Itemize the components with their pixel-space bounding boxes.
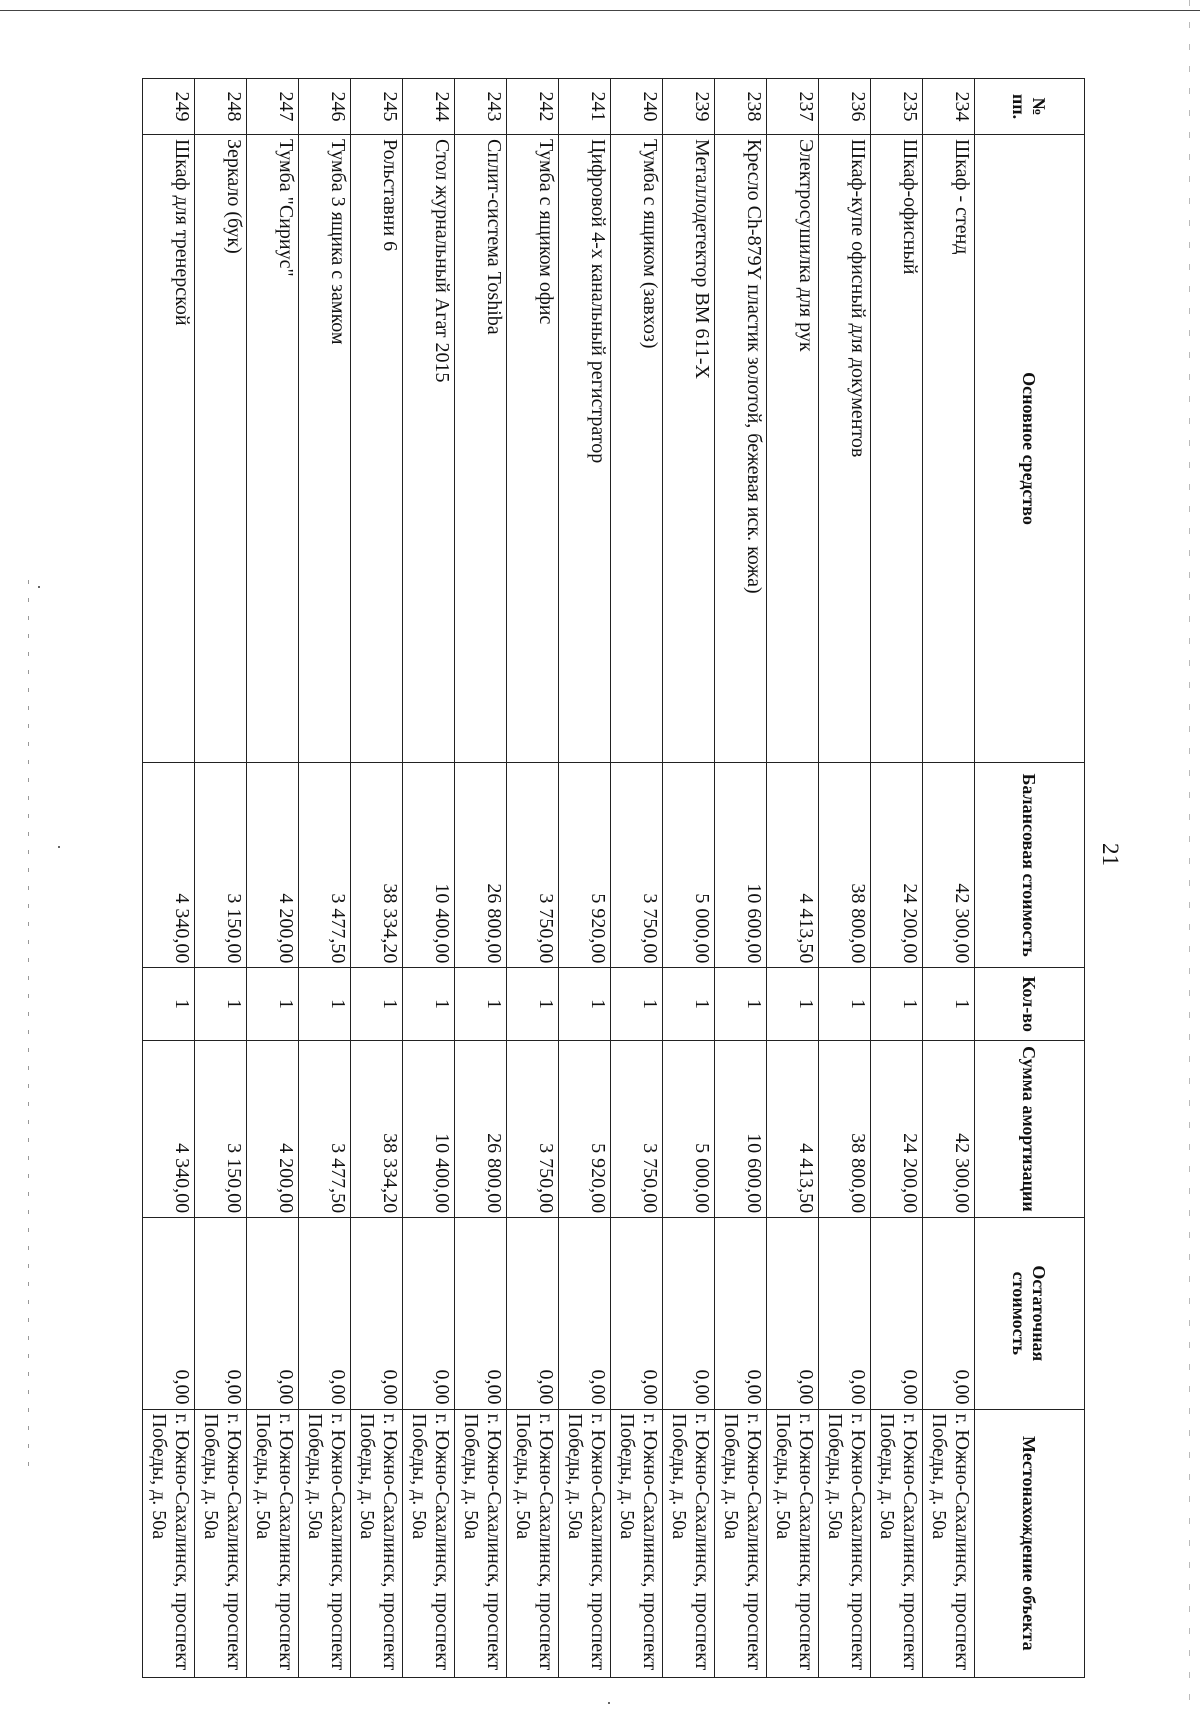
cell-residual-value: 0,00 [611, 1218, 663, 1409]
cell-quantity: 1 [715, 968, 767, 1040]
cell-quantity: 1 [819, 968, 871, 1040]
table-row [403, 79, 455, 1678]
cell-location: г. Южно-Сахалинск, проспект Победы, д. 50а [507, 1409, 559, 1677]
cell-asset-name: Цифровой 4-х канальный регистратор [559, 135, 611, 763]
cell-num: 236 [819, 79, 871, 135]
cell-location: г. Южно-Сахалинск, проспект Победы, д. 50а [923, 1409, 975, 1677]
cell-residual-value: 0,00 [143, 1218, 195, 1409]
cell-balance-value: 4 200,00 [247, 762, 299, 967]
cell-balance-value: 38 800,00 [819, 762, 871, 967]
cell-num: 247 [247, 79, 299, 135]
cell-quantity: 1 [403, 968, 455, 1040]
table-row [247, 79, 299, 1678]
cell-num: 244 [403, 79, 455, 135]
scan-right-edge-artifact [1189, 0, 1190, 1712]
header-residual-value: Остаточная стоимость [975, 1218, 1085, 1409]
cell-asset-name: Стол журнальный Агат 2015 [403, 135, 455, 763]
cell-balance-value: 4 340,00 [143, 762, 195, 967]
cell-asset-name: Рольставни 6 [351, 135, 403, 763]
table-row [299, 79, 351, 1678]
cell-quantity: 1 [247, 968, 299, 1040]
table-row [611, 79, 663, 1678]
table-row [195, 79, 247, 1678]
cell-num: 238 [715, 79, 767, 135]
cell-depreciation: 3 750,00 [507, 1040, 559, 1217]
cell-residual-value: 0,00 [195, 1218, 247, 1409]
cell-asset-name: Тумба с ящиком офис [507, 135, 559, 763]
cell-residual-value: 0,00 [351, 1218, 403, 1409]
table-body [143, 79, 975, 1678]
page-number: 21 [1098, 843, 1123, 866]
cell-quantity: 1 [351, 968, 403, 1040]
cell-residual-value: 0,00 [819, 1218, 871, 1409]
cell-residual-value: 0,00 [507, 1218, 559, 1409]
cell-quantity: 1 [299, 968, 351, 1040]
cell-location: г. Южно-Сахалинск, проспект Победы, д. 50а [715, 1409, 767, 1677]
cell-num: 249 [143, 79, 195, 135]
cell-depreciation: 3 477,50 [299, 1040, 351, 1217]
table-row [351, 79, 403, 1678]
cell-quantity: 1 [663, 968, 715, 1040]
cell-location: г. Южно-Сахалинск, проспект Победы, д. 50а [351, 1409, 403, 1677]
cell-balance-value: 42 300,00 [923, 762, 975, 967]
header-balance-value: Балансовая стоимость [975, 762, 1085, 967]
cell-location: г. Южно-Сахалинск, проспект Победы, д. 50а [299, 1409, 351, 1677]
cell-residual-value: 0,00 [767, 1218, 819, 1409]
cell-balance-value: 10 600,00 [715, 762, 767, 967]
table-row [455, 79, 507, 1678]
cell-quantity: 1 [507, 968, 559, 1040]
table-row [663, 79, 715, 1678]
cell-quantity: 1 [455, 968, 507, 1040]
cell-depreciation: 3 750,00 [611, 1040, 663, 1217]
header-quantity: Кол-во [975, 968, 1085, 1040]
cell-quantity: 1 [923, 968, 975, 1040]
cell-residual-value: 0,00 [403, 1218, 455, 1409]
cell-residual-value: 0,00 [871, 1218, 923, 1409]
cell-location: г. Южно-Сахалинск, проспект Победы, д. 50а [767, 1409, 819, 1677]
cell-num: 240 [611, 79, 663, 135]
cell-location: г. Южно-Сахалинск, проспект Победы, д. 50а [871, 1409, 923, 1677]
table-row [559, 79, 611, 1678]
cell-quantity: 1 [871, 968, 923, 1040]
cell-depreciation: 10 600,00 [715, 1040, 767, 1217]
cell-quantity: 1 [143, 968, 195, 1040]
cell-balance-value: 3 750,00 [507, 762, 559, 967]
cell-balance-value: 5 000,00 [663, 762, 715, 967]
scan-speck [608, 1702, 610, 1704]
cell-depreciation: 3 150,00 [195, 1040, 247, 1217]
cell-residual-value: 0,00 [559, 1218, 611, 1409]
table-row [923, 79, 975, 1678]
cell-asset-name: Шкаф-купе офисный для документов [819, 135, 871, 763]
rotated-page-content [0, 48, 1123, 1678]
cell-num: 243 [455, 79, 507, 135]
cell-location: г. Южно-Сахалинск, проспект Победы, д. 50а [663, 1409, 715, 1677]
cell-asset-name: Шкаф - стенд [923, 135, 975, 763]
cell-location: г. Южно-Сахалинск, проспект Победы, д. 50а [455, 1409, 507, 1677]
cell-balance-value: 4 413,50 [767, 762, 819, 967]
cell-balance-value: 3 150,00 [195, 762, 247, 967]
cell-balance-value: 38 334,20 [351, 762, 403, 967]
cell-asset-name: Сплит-система Toshiba [455, 135, 507, 763]
cell-asset-name: Зеркало (бук) [195, 135, 247, 763]
cell-location: г. Южно-Сахалинск, проспект Победы, д. 50а [403, 1409, 455, 1677]
cell-balance-value: 10 400,00 [403, 762, 455, 967]
cell-balance-value: 3 477,50 [299, 762, 351, 967]
cell-depreciation: 4 340,00 [143, 1040, 195, 1217]
table-header-row [975, 79, 1085, 1678]
header-depreciation: Сумма амортизации [975, 1040, 1085, 1217]
cell-asset-name: Шкаф для тренерской [143, 135, 195, 763]
cell-num: 235 [871, 79, 923, 135]
cell-balance-value: 24 200,00 [871, 762, 923, 967]
table-row [143, 79, 195, 1678]
cell-residual-value: 0,00 [455, 1218, 507, 1409]
scan-top-edge-line [0, 10, 1200, 11]
cell-depreciation: 26 800,00 [455, 1040, 507, 1217]
cell-asset-name: Тумба с ящиком (завхоз) [611, 135, 663, 763]
cell-balance-value: 3 750,00 [611, 762, 663, 967]
cell-depreciation: 38 334,20 [351, 1040, 403, 1217]
cell-num: 246 [299, 79, 351, 135]
table-row [871, 79, 923, 1678]
cell-depreciation: 38 800,00 [819, 1040, 871, 1217]
cell-location: г. Южно-Сахалинск, проспект Победы, д. 50а [559, 1409, 611, 1677]
cell-residual-value: 0,00 [715, 1218, 767, 1409]
cell-num: 241 [559, 79, 611, 135]
cell-balance-value: 26 800,00 [455, 762, 507, 967]
cell-location: г. Южно-Сахалинск, проспект Победы, д. 50а [819, 1409, 871, 1677]
cell-num: 245 [351, 79, 403, 135]
cell-depreciation: 5 920,00 [559, 1040, 611, 1217]
cell-location: г. Южно-Сахалинск, проспект Победы, д. 50а [247, 1409, 299, 1677]
cell-location: г. Южно-Сахалинск, проспект Победы, д. 50а [143, 1409, 195, 1677]
cell-depreciation: 4 200,00 [247, 1040, 299, 1217]
cell-asset-name: Кресло Ch-879Y пластик золотой, бежевая иск. кожа) [715, 135, 767, 763]
cell-depreciation: 24 200,00 [871, 1040, 923, 1217]
cell-asset-name: Тумба "Сириус" [247, 135, 299, 763]
cell-depreciation: 5 000,00 [663, 1040, 715, 1217]
cell-asset-name: Тумба 3 ящика с замком [299, 135, 351, 763]
cell-quantity: 1 [195, 968, 247, 1040]
cell-num: 239 [663, 79, 715, 135]
table-row [819, 79, 871, 1678]
cell-residual-value: 0,00 [923, 1218, 975, 1409]
table-row [507, 79, 559, 1678]
cell-asset-name: Электросушилка для рук [767, 135, 819, 763]
cell-quantity: 1 [559, 968, 611, 1040]
header-location: Местонахождение объекта [975, 1409, 1085, 1677]
cell-location: г. Южно-Сахалинск, проспект Победы, д. 50а [611, 1409, 663, 1677]
table-row [767, 79, 819, 1678]
cell-num: 248 [195, 79, 247, 135]
table-row [715, 79, 767, 1678]
cell-asset-name: Шкаф-офисный [871, 135, 923, 763]
header-asset-name: Основное средство [975, 135, 1085, 763]
cell-location: г. Южно-Сахалинск, проспект Победы, д. 50а [195, 1409, 247, 1677]
cell-num: 234 [923, 79, 975, 135]
assets-table [142, 78, 1085, 1678]
cell-num: 242 [507, 79, 559, 135]
cell-asset-name: Металлодетектор BM 611-X [663, 135, 715, 763]
cell-residual-value: 0,00 [299, 1218, 351, 1409]
header-num: № пп. [975, 79, 1085, 135]
cell-num: 237 [767, 79, 819, 135]
cell-depreciation: 10 400,00 [403, 1040, 455, 1217]
cell-residual-value: 0,00 [247, 1218, 299, 1409]
cell-depreciation: 4 413,50 [767, 1040, 819, 1217]
cell-balance-value: 5 920,00 [559, 762, 611, 967]
cell-residual-value: 0,00 [663, 1218, 715, 1409]
cell-quantity: 1 [611, 968, 663, 1040]
cell-depreciation: 42 300,00 [923, 1040, 975, 1217]
cell-quantity: 1 [767, 968, 819, 1040]
